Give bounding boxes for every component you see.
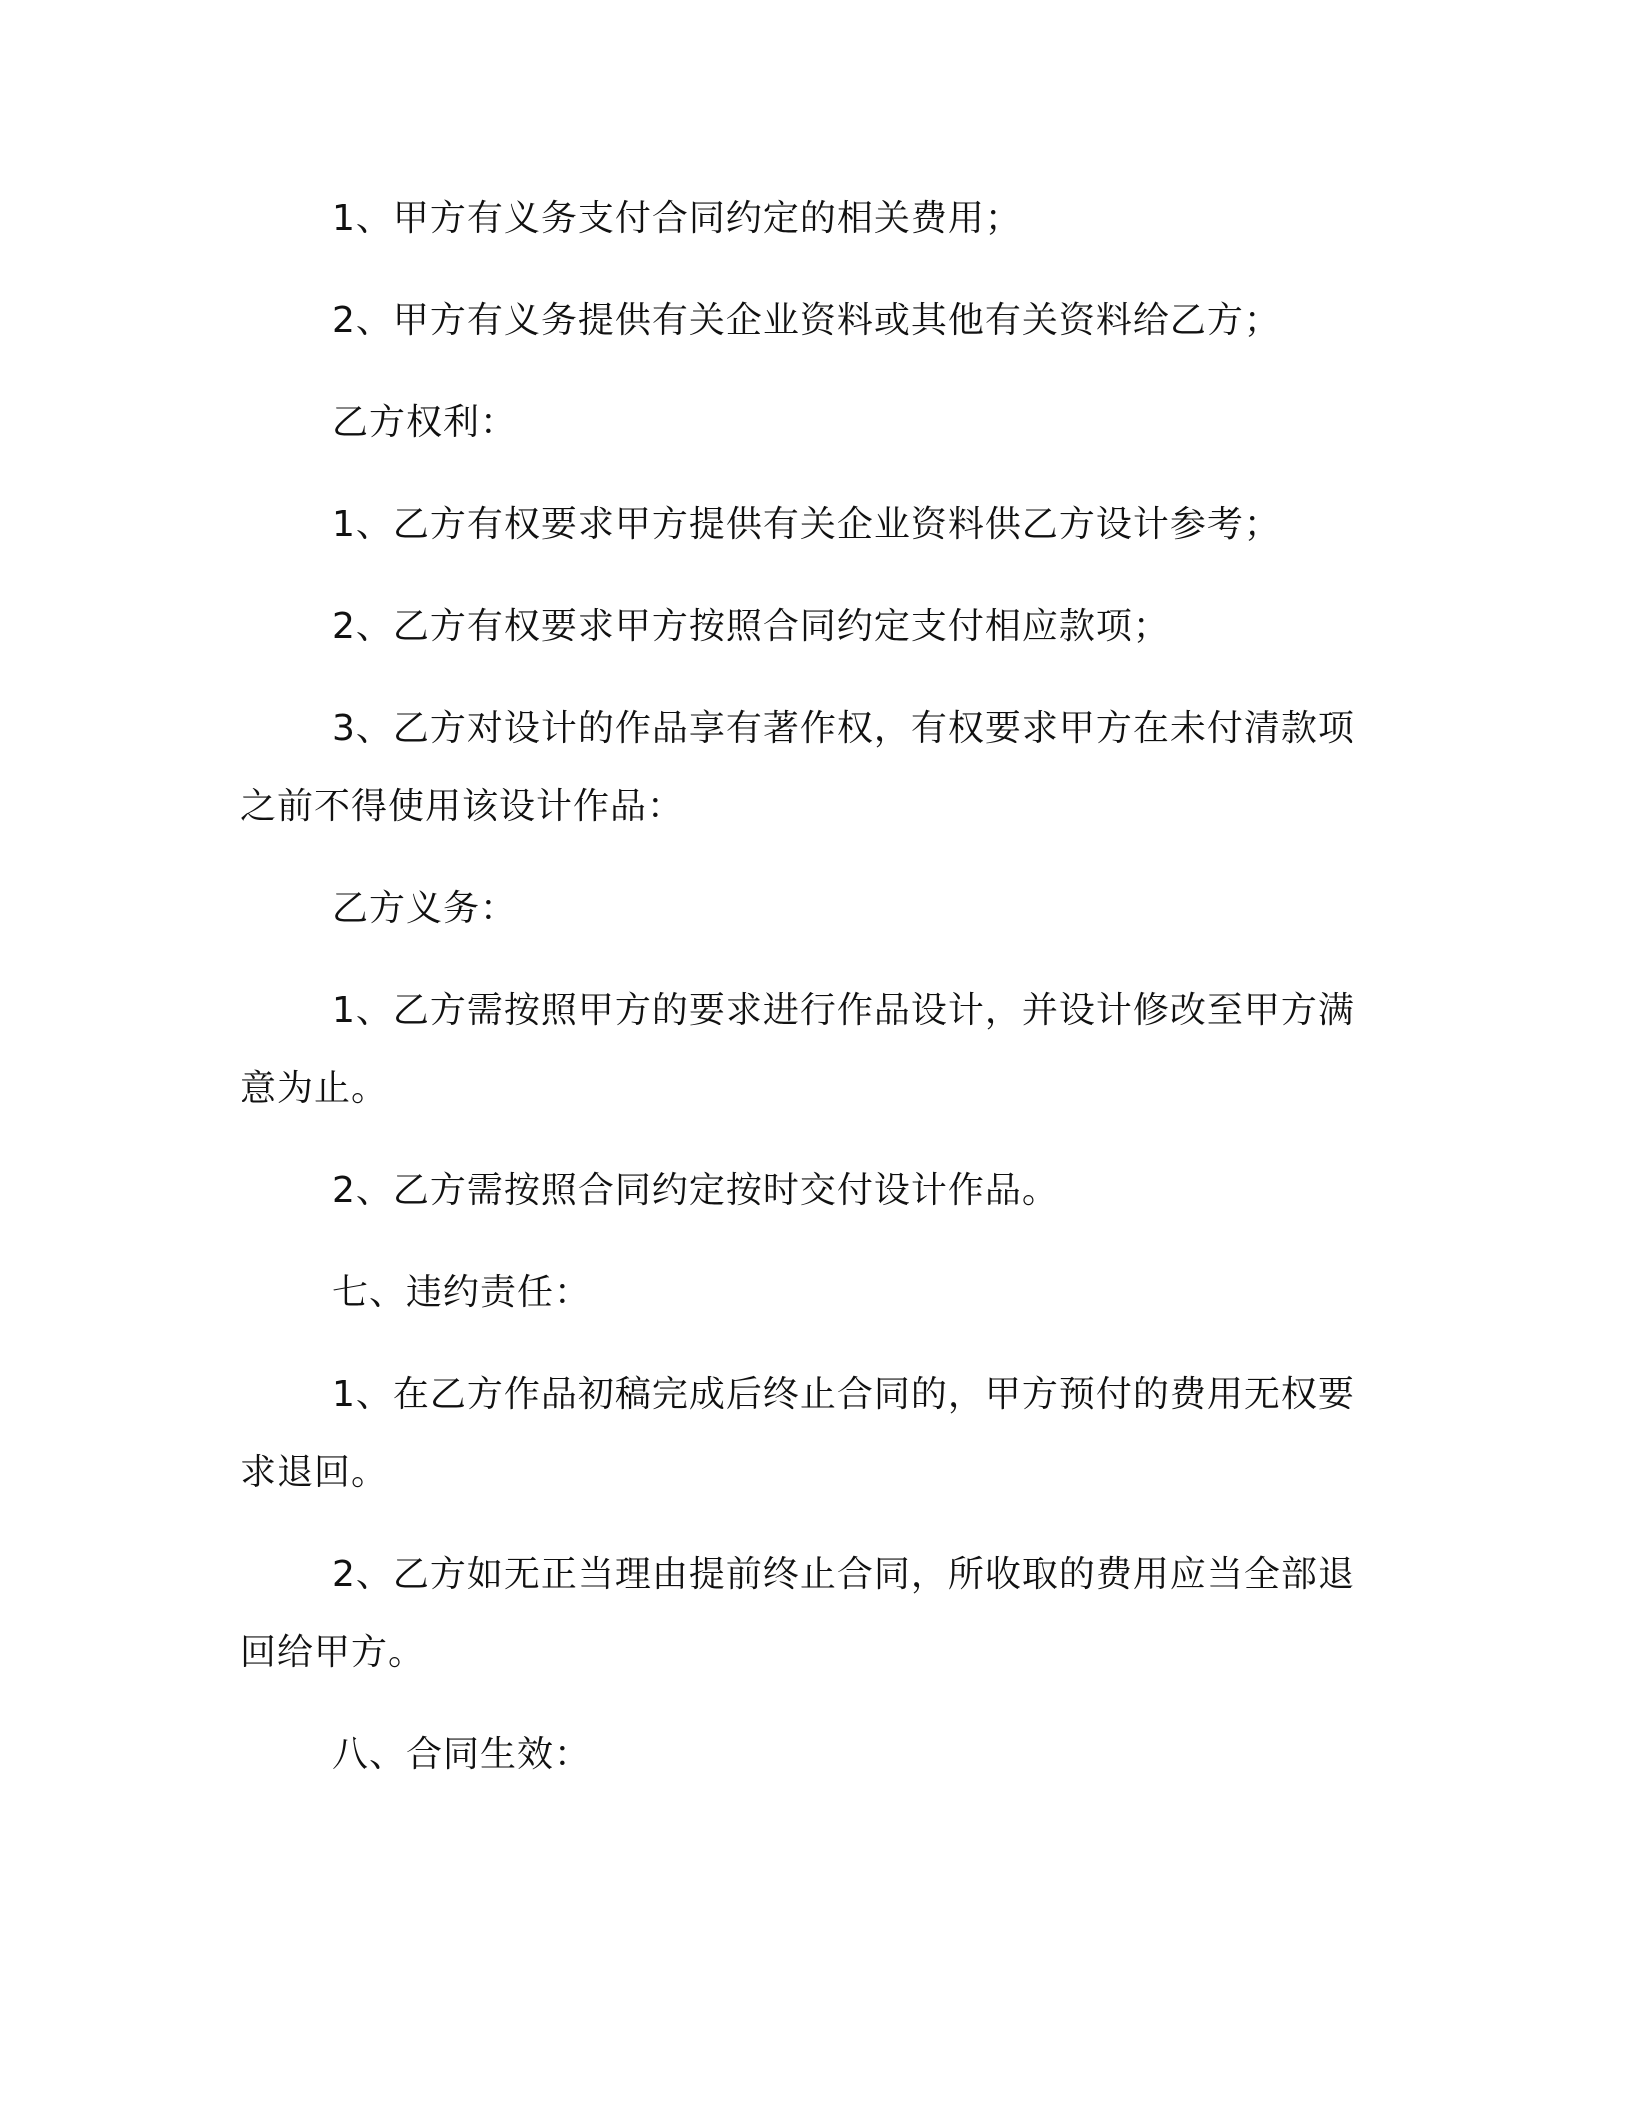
paragraph-party-b-duty-2: 2、乙方需按照合同约定按时交付设计作品。 xyxy=(332,1170,1059,1211)
heading-party-b-rights: 乙方权利： xyxy=(332,402,518,443)
paragraph-party-b-right-2: 2、乙方有权要求甲方按照合同约定支付相应款项； xyxy=(332,606,1170,647)
heading-breach-liability: 七、违约责任： xyxy=(332,1272,592,1313)
paragraph-party-b-right-3: 3、乙方对设计的作品享有著作权，有权要求甲方在未付清款项之前不得使用该设计作品： xyxy=(240,708,1355,827)
document-body xyxy=(240,180,1360,1794)
paragraph-breach-1: 1、在乙方作品初稿完成后终止合同的，甲方预付的费用无权要求退回。 xyxy=(240,1374,1355,1493)
paragraph-party-b-right-1: 1、乙方有权要求甲方提供有关企业资料供乙方设计参考； xyxy=(332,504,1281,545)
paragraph-party-a-duty-2: 2、甲方有义务提供有关企业资料或其他有关资料给乙方； xyxy=(332,300,1281,341)
heading-contract-effect: 八、合同生效： xyxy=(332,1734,592,1775)
paragraph-breach-2: 2、乙方如无正当理由提前终止合同，所收取的费用应当全部退回给甲方。 xyxy=(240,1554,1355,1673)
paragraph-party-a-duty-1: 1、甲方有义务支付合同约定的相关费用； xyxy=(332,198,1022,239)
heading-party-b-duties: 乙方义务： xyxy=(332,888,518,929)
paragraph-party-b-duty-1: 1、乙方需按照甲方的要求进行作品设计，并设计修改至甲方满意为止。 xyxy=(240,990,1355,1109)
